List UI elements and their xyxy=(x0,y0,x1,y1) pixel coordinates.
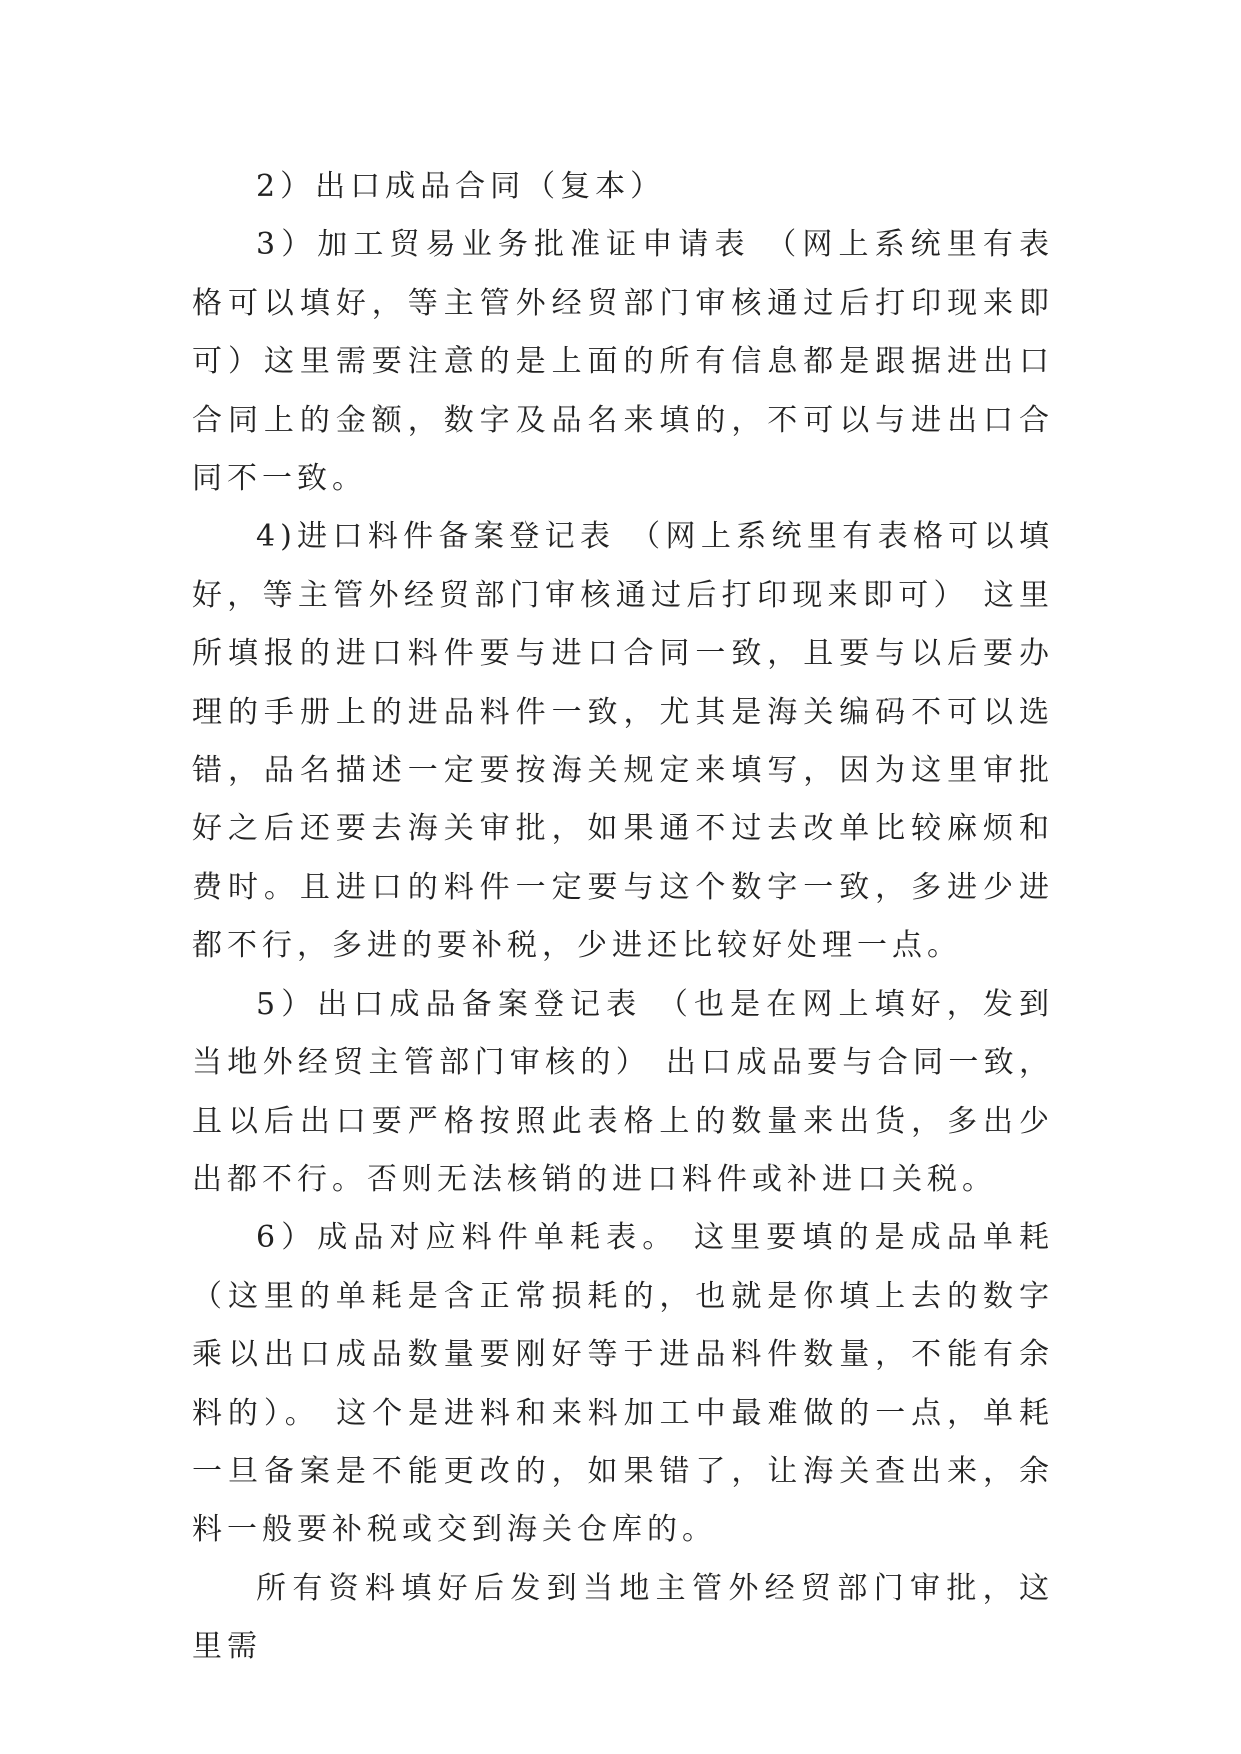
paragraph-import-materials: 4)进口料件备案登记表 （网上系统里有表格可以填好，等主管外经贸部门审核通过后打印现来即可） 这里所填报的进口料件要与进口合同一致，且要与以后要办理的手册上的进品料件一致，尤其是海关编码不可以选错，品名描述一定要按海关规定来填写，因为这里审批好之后还要去海关审批，如果通不过去改单比较麻烦和费时。且进口的料件一定要与这个数字一致，多进少进都不行，多进的要补税，少进还比较好处理一点。 xyxy=(192,519,1054,964)
paragraph-approval-application: 3）加工贸易业务批准证申请表 （网上系统里有表格可以填好，等主管外经贸部门审核通过后打印现来即可）这里需要注意的是上面的所有信息都是跟据进出口合同上的金额，数字及品名来填的，不可以与进出口合同不一致。 xyxy=(192,227,1054,497)
paragraph-export-products: 5）出口成品备案登记表 （也是在网上填好，发到当地外经贸主管部门审核的） 出口成品要与合同一致，且以后出口要严格按照此表格上的数量来出货，多出少出都不行。否则无法核销的进口料件或补进口关税。 xyxy=(192,986,1054,1197)
paragraph-submission: 所有资料填好后发到当地主管外经贸部门审批，这里需 xyxy=(192,1570,1054,1665)
document-body xyxy=(192,158,1054,1677)
paragraph-contract-copy: 2）出口成品合同（复本） xyxy=(256,169,666,204)
paragraph-unit-consumption: 6）成品对应料件单耗表。 这里要填的是成品单耗（这里的单耗是含正常损耗的，也就是你填上去的数字乘以出口成品数量要刚好等于进品料件数量，不能有余料的）。 这个是进料和来料加工中最难做的一点，单耗一旦备案是不能更改的，如果错了，让海关查出来，余料一般要补税或交到海关仓库的。 xyxy=(192,1220,1054,1548)
